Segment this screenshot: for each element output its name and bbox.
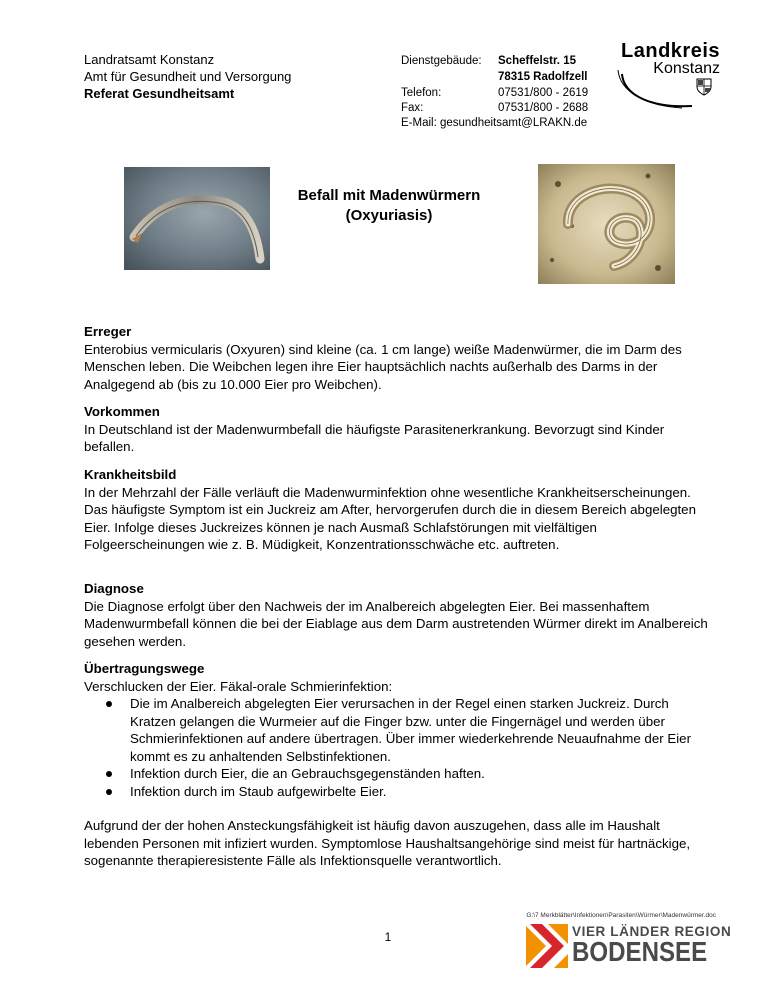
logo-text-konstanz: Konstanz [653,60,720,77]
coat-of-arms-icon [696,78,712,96]
section-vorkommen [84,403,716,456]
heading-krankheitsbild: Krankheitsbild [84,467,177,482]
email: E-Mail: gesundheitsamt@LRAKN.de [401,117,588,129]
title-line-1: Befall mit Madenwürmern [297,187,481,204]
text-krankheitsbild: In der Mehrzahl der Fälle verläuft die Madenwurminfektion ohne wesentliche Krankheitserscheinungen. Das häufigste Symptom ist ein Juckreiz am After, hervorgerufen durch die in diesem Bereich abgelegten Eier. Infolge dieses Juckreizes können je nach Ausmaß Schlafstörungen mit vielfältigen Folgeerscheinungen wie z. B. Müdigkeit, Konzentrationsschwäche etc. auftreten. [84,484,696,552]
landkreis-logo [612,40,722,110]
list-item: Infektion durch im Staub aufgewirbelte Eier. [84,783,716,801]
building-label: Dienstgebäude: [401,55,482,67]
address-block [401,54,626,132]
fax-label: Fax: [401,102,424,114]
phone-label: Telefon: [401,87,442,99]
bodensee-logo [524,924,732,968]
text-diagnose: Die Diagnose erfolgt über den Nachweis der im Analbereich abgelegten Eier. Bei massenhaftem Madenwurmbefall können die bei der Eiablage aus dem Darm austretenden Würmer direkt im Analbereich gesehen werden. [84,598,708,649]
section-uebertragungswege [84,660,716,870]
text-uebertragung-closing: Aufgrund der der hohen Ansteckungsfähigkeit ist häufig davon auszugehen, dass alle im Haushalt lebenden Personen mit infiziert wurden. Symptomlose Haushaltsangehörige sind meist für hartnäckige, sogenannte therapieresistente Fälle als Infektionsquelle verantwortlich. [84,818,691,868]
heading-erreger: Erreger [84,324,132,339]
brand-line-1: VIER LÄNDER REGION [572,924,732,939]
list-item: Infektion durch Eier, die an Gebrauchsgegenständen haften. [84,765,716,783]
city: 78315 Radolfzell [498,71,588,83]
text-erreger: Enterobius vermicularis (Oxyuren) sind kleine (ca. 1 cm lange) weiße Madenwürmer, die im Darm des Menschen leben. Die Weibchen legen ihre Eier hauptsächlich nachts außerhalb des Darms in der Analgegend ab (bis zu 10.000 Eier pro Weibchen). [84,341,682,392]
file-path: G:\7 Merkblätter\Infektionen\Parasiten\Würmer\Madenwürmer.doc [526,912,716,919]
heading-diagnose: Diagnose [84,581,144,596]
sender-line-3: Referat Gesundheitsamt [84,86,235,101]
sender-block [84,51,374,102]
brand-line-2: BODENSEE [572,936,708,967]
worm-photo-right [538,164,675,284]
sender-line-1: Landratsamt Konstanz [84,52,215,67]
phone-number: 07531/800 - 2619 [498,87,589,99]
transmission-list [84,695,716,800]
title-line-2: (Oxyuriasis) [345,207,433,224]
heading-vorkommen: Vorkommen [84,404,160,419]
fax-number: 07531/800 - 2688 [498,102,589,114]
heading-uebertragungswege: Übertragungswege [84,661,205,676]
section-diagnose [84,580,716,650]
section-erreger [84,323,716,393]
street: Scheffelstr. 15 [498,55,576,67]
text-uebertragung-intro: Verschlucken der Eier. Fäkal-orale Schmierinfektion: [84,678,393,694]
bodensee-emblem-icon [524,924,568,968]
list-item: Die im Analbereich abgelegten Eier verursachen in der Regel einen starken Juckreiz. Durch Kratzen gelangen die Wurmeier auf die Finger bzw. unter die Fingernägel und werden über Schmierinfektionen auf andere übertragen. Über immer wiederkehrende Neuaufnahme der Eier kommt es zu anhaltenden Selbstinfektionen. [84,695,716,765]
logo-text-landkreis: Landkreis [621,40,720,62]
document-title [228,186,550,226]
page-number: 1 [384,930,392,944]
sender-line-2: Amt für Gesundheit und Versorgung [84,69,292,84]
text-vorkommen: In Deutschland ist der Madenwurmbefall die häufigste Parasitenerkrankung. Bevorzugt sind Kinder befallen. [84,421,665,454]
section-krankheitsbild [84,466,716,554]
